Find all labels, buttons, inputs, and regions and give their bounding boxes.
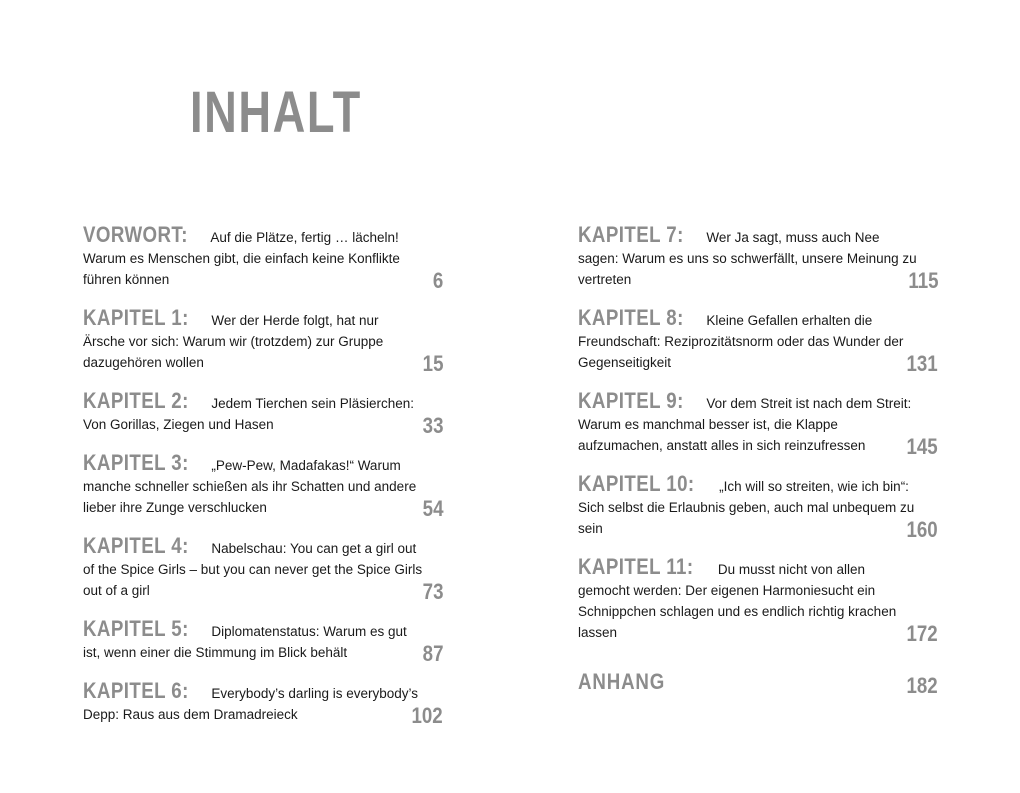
toc-description: „Pew-Pew, Madafakas!“ Warum manche schneller schießen als ihr Schatten und andere lieber ihre Zunge verschlucken — [83, 458, 417, 515]
page-title: INHALT — [190, 80, 362, 145]
toc-page-number: 73 — [422, 579, 443, 604]
toc-description: Wer der Herde folgt, hat nur Ärsche vor sich: Warum wir (trotzdem) zur Gruppe dazugehören wollen — [83, 313, 384, 370]
toc-heading: KAPITEL 10: — [578, 471, 695, 496]
toc-page-number: 33 — [422, 413, 443, 438]
toc-page-number: 115 — [907, 268, 938, 293]
toc-heading: KAPITEL 6: — [83, 678, 189, 703]
toc-heading: KAPITEL 8: — [578, 305, 684, 330]
toc-entry-kapitel-9 — [578, 388, 938, 459]
toc-entry-kapitel-2 — [83, 388, 443, 438]
toc-page-number: 172 — [906, 621, 938, 646]
toc-page-number: 102 — [411, 703, 443, 728]
toc-entry-kapitel-1 — [83, 305, 443, 376]
toc-description: Everybody’s darling is everybody’s Depp: Raus aus dem Dramadreieck — [83, 686, 418, 722]
toc-heading: KAPITEL 4: — [83, 533, 189, 558]
toc-description: Vor dem Streit ist nach dem Streit: Warum es manchmal besser ist, die Klappe aufzumachen, anstatt alles in sich reinzufressen — [578, 396, 912, 453]
toc-page-number: 54 — [422, 496, 443, 521]
toc-entry-kapitel-10 — [578, 471, 938, 542]
toc-page-number: 160 — [906, 517, 938, 542]
toc-entry-anhang — [578, 669, 938, 698]
toc-heading: KAPITEL 3: — [83, 450, 189, 475]
toc-entry-kapitel-5 — [83, 616, 443, 666]
toc-heading: ANHANG — [578, 669, 666, 694]
toc-entry-kapitel-4 — [83, 533, 443, 604]
toc-page-number: 6 — [432, 268, 443, 293]
toc-right-column — [578, 224, 938, 712]
toc-page-number: 131 — [906, 351, 938, 376]
toc-entry-vorwort — [83, 222, 443, 293]
toc-page-number: 15 — [422, 351, 443, 376]
toc-page-number: 87 — [422, 641, 443, 666]
toc-heading: VORWORT: — [83, 222, 188, 247]
toc-heading: KAPITEL 2: — [83, 388, 189, 413]
toc-description: Nabelschau: You can get a girl out of the Spice Girls – but you can never get the Spice Girls out of a girl — [83, 541, 423, 598]
toc-description: Auf die Plätze, fertig … lächeln! Warum es Menschen gibt, die einfach keine Konflikte führen können — [83, 230, 400, 287]
toc-entry-kapitel-8 — [578, 305, 938, 376]
toc-entry-kapitel-3 — [83, 450, 443, 521]
toc-heading: KAPITEL 5: — [83, 616, 189, 641]
toc-heading: KAPITEL 1: — [83, 305, 189, 330]
toc-description: Du musst nicht von allen gemocht werden: Der eigenen Harmoniesucht ein Schnippchen schlagen und es endlich richtig krachen lassen — [578, 562, 897, 640]
toc-entry-kapitel-7 — [578, 222, 938, 293]
toc-description: Wer Ja sagt, muss auch Nee sagen: Warum es uns so schwerfällt, unsere Meinung zu vertreten — [578, 230, 917, 287]
toc-description: „Ich will so streiten, wie ich bin“: Sich selbst die Erlaubnis geben, auch mal unbequem zu sein — [578, 479, 915, 536]
toc-entry-kapitel-11 — [578, 554, 938, 646]
toc-heading: KAPITEL 9: — [578, 388, 684, 413]
toc-page-number: 182 — [906, 673, 938, 698]
toc-heading: KAPITEL 7: — [578, 222, 684, 247]
toc-page-number: 145 — [906, 434, 938, 459]
toc-description: Diplomatenstatus: Warum es gut ist, wenn einer die Stimmung im Blick behält — [83, 624, 407, 660]
toc-left-column — [83, 224, 443, 742]
toc-description: Jedem Tierchen sein Pläsierchen: Von Gorillas, Ziegen und Hasen — [83, 396, 414, 432]
toc-heading: KAPITEL 11: — [578, 554, 694, 579]
toc-description: Kleine Gefallen erhalten die Freundschaft: Reziprozitätsnorm oder das Wunder der Gegenseitigkeit — [578, 313, 904, 370]
toc-entry-kapitel-6 — [83, 678, 443, 728]
